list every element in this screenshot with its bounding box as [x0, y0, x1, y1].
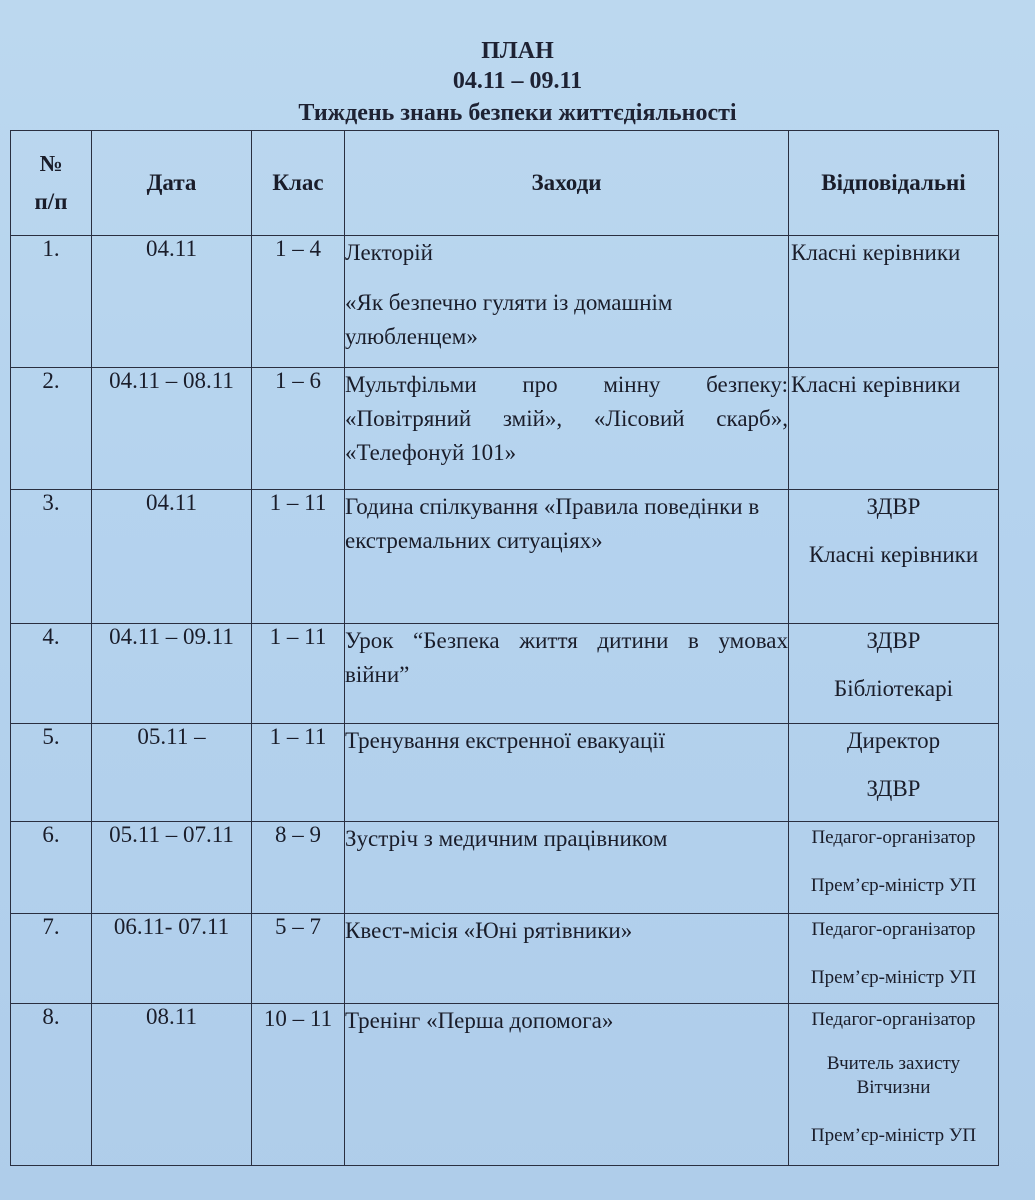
header-date: Дата [92, 131, 252, 236]
row-measure [345, 624, 789, 724]
responsible-person: Прем’єр-міністр УП [810, 967, 977, 988]
header-class: Клас [252, 131, 345, 236]
row-class: 5 – 7 [252, 914, 345, 1004]
responsible-person: Класні керівники [808, 542, 979, 567]
measure-text: Година спілкування «Правила поведінки в екстремальних ситуаціях» [345, 494, 760, 553]
row-class: 10 – 11 [252, 1004, 345, 1166]
row-date: 04.11 – 08.11 [92, 368, 252, 490]
plan-subtitle: Тиждень знань безпеки життєдіяльності [298, 100, 737, 126]
row-date: 04.11 [92, 490, 252, 624]
responsible-person: Бібліотекарі [834, 676, 953, 701]
row-number: 1. [11, 236, 92, 368]
row-measure [345, 1004, 789, 1166]
responsible-person: Педагог-організатор [811, 827, 976, 848]
row-number: 3. [11, 490, 92, 624]
table-row [11, 1004, 999, 1166]
row-responsible [789, 822, 999, 914]
measure-text: «Як безпечно гуляти із домашнім улюбленцем» [345, 290, 673, 349]
row-measure [345, 914, 789, 1004]
plan-date-range: 04.11 – 09.11 [452, 68, 583, 94]
header-responsible: Відповідальні [789, 131, 999, 236]
row-responsible [789, 368, 999, 490]
header-number [11, 131, 92, 236]
table-row [11, 914, 999, 1004]
measure-text: Урок “Безпека життя дитини в умовах війни” [345, 628, 788, 687]
plan-table [10, 130, 999, 1166]
measure-text: Мультфільми про мінну безпеку: «Повітряний змій», «Лісовий скарб», «Телефонуй 101» [345, 372, 788, 465]
responsible-person: Педагог-організатор [811, 919, 976, 940]
row-number: 8. [11, 1004, 92, 1166]
table-header-row [11, 131, 999, 236]
row-number: 4. [11, 624, 92, 724]
responsible-person: Прем’єр-міністр УП [810, 875, 977, 896]
responsible-person: Педагог-організатор [811, 1009, 976, 1030]
row-class: 1 – 4 [252, 236, 345, 368]
row-date: 05.11 – 07.11 [92, 822, 252, 914]
header-measures: Заходи [345, 131, 789, 236]
measure-text: Тренування екстренної евакуації [345, 728, 666, 753]
row-date: 04.11 – 09.11 [92, 624, 252, 724]
row-class: 1 – 11 [252, 624, 345, 724]
row-number: 7. [11, 914, 92, 1004]
responsible-person: Вчитель захисту Вітчизни [826, 1053, 961, 1098]
row-date: 04.11 [92, 236, 252, 368]
table-row [11, 624, 999, 724]
responsible-person: ЗДВР [866, 776, 921, 801]
row-date: 05.11 – [92, 724, 252, 822]
row-measure [345, 490, 789, 624]
table-row [11, 724, 999, 822]
responsible-person: Класні керівники [791, 372, 961, 397]
row-date: 08.11 [92, 1004, 252, 1166]
responsible-person: Прем’єр-міністр УП [810, 1125, 977, 1146]
row-number: 5. [11, 724, 92, 822]
row-class: 1 – 11 [252, 724, 345, 822]
row-date: 06.11- 07.11 [92, 914, 252, 1004]
header-number-line2: п/п [34, 189, 68, 214]
row-measure [345, 368, 789, 490]
header-number-line1: № [39, 151, 63, 176]
table-row [11, 368, 999, 490]
table-row [11, 822, 999, 914]
row-responsible [789, 624, 999, 724]
row-responsible [789, 914, 999, 1004]
row-class: 8 – 9 [252, 822, 345, 914]
responsible-person: ЗДВР [866, 494, 921, 519]
row-class: 1 – 6 [252, 368, 345, 490]
table-row [11, 490, 999, 624]
row-responsible [789, 724, 999, 822]
table-row [11, 236, 999, 368]
row-number: 2. [11, 368, 92, 490]
row-responsible [789, 236, 999, 368]
row-responsible [789, 1004, 999, 1166]
row-responsible [789, 490, 999, 624]
measure-text: Квест-місія «Юні рятівники» [345, 918, 633, 943]
measure-text: Тренінг «Перша допомога» [345, 1008, 614, 1033]
row-number: 6. [11, 822, 92, 914]
row-class: 1 – 11 [252, 490, 345, 624]
row-measure [345, 724, 789, 822]
row-measure [345, 822, 789, 914]
responsible-person: Директор [846, 728, 941, 753]
responsible-person: Класні керівники [791, 240, 961, 265]
responsible-person: ЗДВР [866, 628, 921, 653]
plan-title: ПЛАН [481, 38, 554, 64]
measure-text: Зустріч з медичним працівником [345, 826, 668, 851]
measure-text: Лекторій [345, 240, 433, 265]
row-measure [345, 236, 789, 368]
